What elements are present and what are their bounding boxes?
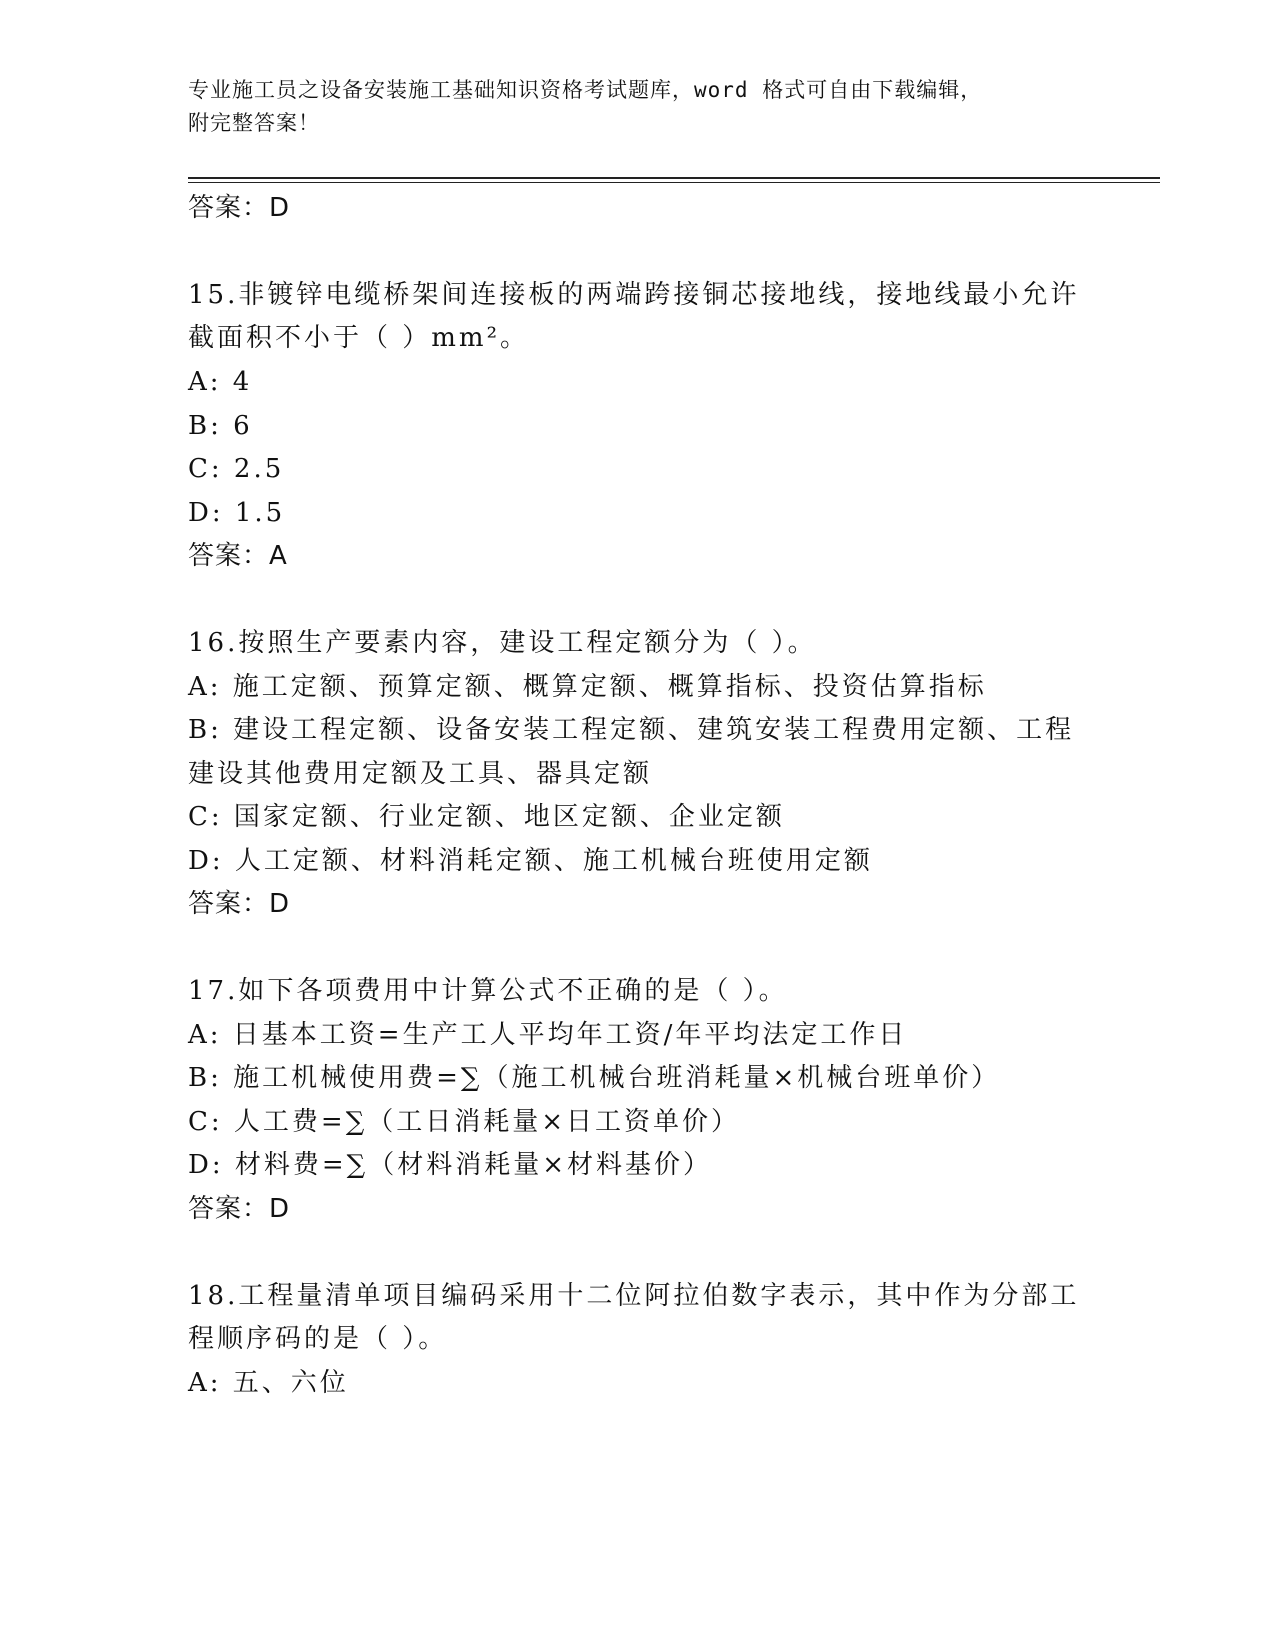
answer-line: 答案：D: [188, 1194, 291, 1224]
header-divider: [188, 177, 1160, 179]
option-b: B: 建设工程定额、设备安装工程定额、建筑安装工程费用定额、工程: [188, 715, 1075, 745]
option-a: A: 4: [188, 367, 253, 397]
answer-line: 答案：D: [188, 889, 291, 919]
document-header: [188, 74, 1068, 140]
header-line-1: 专业施工员之设备安装施工基础知识资格考试题库，word 格式可自由下载编辑，: [188, 78, 983, 102]
answer-line: 答案：A: [188, 541, 288, 571]
option-b: B: 施工机械使用费=∑（施工机械台班消耗量×机械台班单价）: [188, 1063, 1001, 1093]
question-18-line-2: 程顺序码的是（ ）。: [188, 1324, 448, 1354]
option-a: A: 日基本工资=生产工人平均年工资/年平均法定工作日: [188, 1020, 908, 1050]
option-b-continued: 建设其他费用定额及工具、器具定额: [188, 759, 653, 789]
option-c: C: 人工费=∑（工日消耗量×日工资单价）: [188, 1107, 741, 1137]
option-a: A: 施工定额、预算定额、概算定额、概算指标、投资估算指标: [188, 672, 987, 702]
option-c: C: 国家定额、行业定额、地区定额、企业定额: [188, 802, 785, 832]
question-15-line-2: 截面积不小于（ ）mm²。: [188, 323, 529, 353]
question-15-line-1: 15.非镀锌电缆桥架间连接板的两端跨接铜芯接地线，接地线最小允许: [188, 280, 1080, 310]
option-d: D: 材料费=∑（材料消耗量×材料基价）: [188, 1150, 713, 1180]
header-divider-thin: [188, 182, 1160, 183]
answer-line: 答案：D: [188, 193, 291, 223]
option-a: A: 五、六位: [188, 1368, 349, 1398]
question-17-line-1: 17.如下各项费用中计算公式不正确的是（ ）。: [188, 976, 788, 1006]
question-16-line-1: 16.按照生产要素内容，建设工程定额分为（ ）。: [188, 628, 817, 658]
option-d: D: 人工定额、材料消耗定额、施工机械台班使用定额: [188, 846, 873, 876]
question-18-line-1: 18.工程量清单项目编码采用十二位阿拉伯数字表示，其中作为分部工: [188, 1281, 1080, 1311]
header-line-2: 附完整答案！: [188, 111, 320, 135]
option-d: D: 1.5: [188, 498, 286, 528]
option-c: C: 2.5: [188, 454, 285, 484]
option-b: B: 6: [188, 411, 253, 441]
